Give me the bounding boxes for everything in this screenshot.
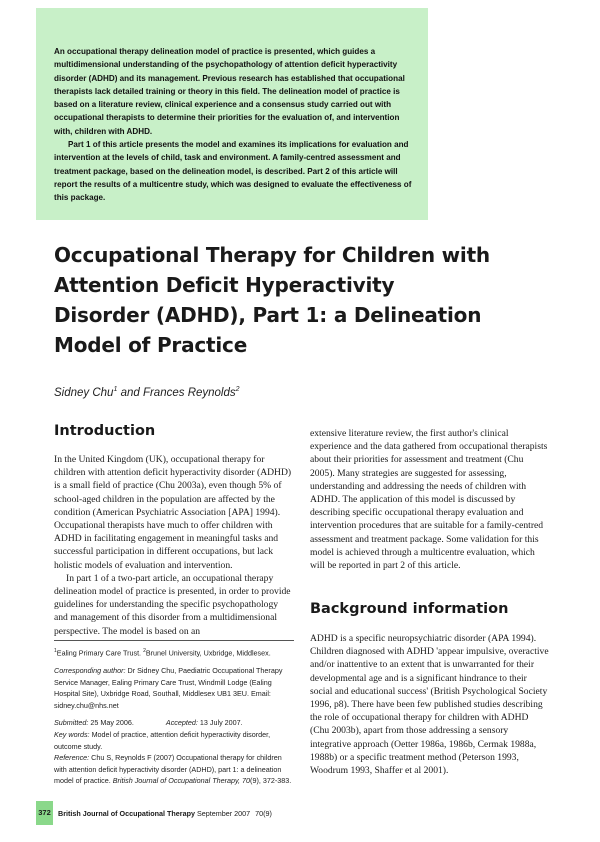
authors <box>54 386 240 399</box>
citation-reference <box>54 752 294 787</box>
submission-dates <box>54 717 294 729</box>
running-footer <box>58 809 272 818</box>
author-2-affiliation-marker: 2 <box>235 386 240 393</box>
affiliation-1-marker: 1 <box>54 648 57 654</box>
corresponding-author-label: Corresponding author: <box>54 665 126 675</box>
corresponding-author <box>54 665 294 711</box>
keywords <box>54 729 294 752</box>
background-paragraph-1: ADHD is a specific neuropsychiatric disorder (APA 1994). Children diagnosed with ADHD 'appear impulsive, overactive and/or inattentive to an extent that is unwarranted for their developmental age and is a significant hindrance to their social and educational success' (British Psychological Society 1996, p8). There have been few published studies describing the role of occupational therapy for children with ADHD (Chu 2003b), apart from those addressing a sensory integrative approach (Oetter 1986a, 1986b, Cermak 1988a, 1988b) or a specific treatment method (Peterson 1993, Woodrum 1993, Shaffer et al 2001). <box>310 633 549 777</box>
affiliations <box>54 646 294 659</box>
reference-journal: British Journal of Occupational Therapy, 70 <box>112 776 251 786</box>
author-joiner: and <box>117 386 143 399</box>
reference-label: Reference: <box>54 753 90 763</box>
background-body <box>310 632 550 777</box>
affiliation-2-marker: 2 <box>143 648 146 654</box>
footer-date: September 2007 <box>196 809 251 818</box>
footnote-divider <box>54 640 294 641</box>
author-1: Sidney Chu <box>54 386 114 399</box>
introduction-body-left <box>54 453 294 638</box>
background-heading: Background information <box>310 601 509 617</box>
introduction-paragraph-2: In part 1 of a two-part article, an occupational therapy delineation model of practice is presented, in order to provide guidelines for understanding the specific psychopathology and management of this disorder from a multidimensional perspective. The model is based on an <box>54 572 291 637</box>
accepted-label: Accepted: <box>165 718 198 728</box>
affiliation-2: Brunel University, Uxbridge, Middlesex. <box>145 648 271 658</box>
submitted-label: Submitted: <box>54 718 89 728</box>
article-title: Occupational Therapy for Children with Attention Deficit Hyperactivity Disorder (ADHD), Part 1: a Delineation Model of Practice <box>54 243 490 357</box>
footer-journal: British Journal of Occupational Therapy <box>58 809 195 818</box>
abstract-paragraph-2: Part 1 of this article presents the model and examines its implications for evaluation and intervention at the levels of child, task and environment. A family-centred assessment and treatment package, based on the delineation model, is described. Part 2 of this article will report the results of a multicentre study, which was designed to evaluate the effectiveness of this package. <box>54 140 412 203</box>
page-number: 372 <box>38 808 51 817</box>
introduction-continued: extensive literature review, the first author's clinical experience and the data gathered from occupational therapists about their priorities for assessment and treatment (Chu 2005). Many strategies are suggested for assessing, understanding and addressing the needs of children with ADHD. The application of this model is discussed by describing specific occupational therapy evaluation and intervention procedures that are suitable for a family-centred assessment and treatment package. Some validation for this model is achieved through a multicentre evaluation, which will be reported in part 2 of this article. <box>310 428 548 572</box>
accepted-date: 13 July 2007. <box>199 718 243 728</box>
affiliation-1: Ealing Primary Care Trust. <box>56 648 142 658</box>
reference-text: Chu S, Reynolds F (2007) Occupational therapy for children with attention deficit hyperactivity disorder (ADHD), part 1: a delineation model of practice. <box>54 753 282 786</box>
introduction-body-right <box>310 427 550 572</box>
footnotes <box>54 646 294 787</box>
author-2: Frances Reynolds <box>142 386 236 399</box>
introduction-heading: Introduction <box>54 423 156 439</box>
footer-issue: 70(9) <box>255 809 272 818</box>
corresponding-author-details: Dr Sidney Chu, Paediatric Occupational Therapy Service Manager, Ealing Primary Care Trust, Windmill Lodge (Ealing Hospital Site), Uxbridge Road, Southall, Middlesex UB1 3EU. Email: sidney.chu@nhs.net <box>54 665 283 710</box>
introduction-paragraph-1: In the United Kingdom (UK), occupational therapy for children with attention deficit hyperactivity disorder (ADHD) is a small field of practice (Chu 2003a), even though 5% of school-aged children in the population are affected by the condition (American Psychiatric Association [APA] 1994). Occupational therapists have much to offer children with ADHD in facilitating engagement in meaningful tasks and successful participation in different occupations, but lack holistic models of evaluation and intervention. <box>54 454 292 571</box>
abstract-box <box>36 8 428 220</box>
author-1-affiliation-marker: 1 <box>113 386 118 393</box>
abstract-paragraph-1: An occupational therapy delineation model of practice is presented, which guides a multidimensional understanding of the psychopathology of attention deficit hyperactivity disorder (ADHD) and its management. Previous research has established that occupational therapists lack detailed training or theory in this field. The delineation model of practice is based on a literature review, clinical experience and a consensus study carried out with occupational therapists to determine their priorities for the evaluation of, and intervention with, children with ADHD. <box>54 47 405 136</box>
keywords-text: Model of practice, attention deficit hyperactivity disorder, outcome study. <box>54 729 271 751</box>
submitted-date: 25 May 2006. <box>90 718 134 728</box>
reference-volume-pages: (9), 372-383. <box>250 776 292 786</box>
keywords-label: Key words: <box>54 729 90 739</box>
